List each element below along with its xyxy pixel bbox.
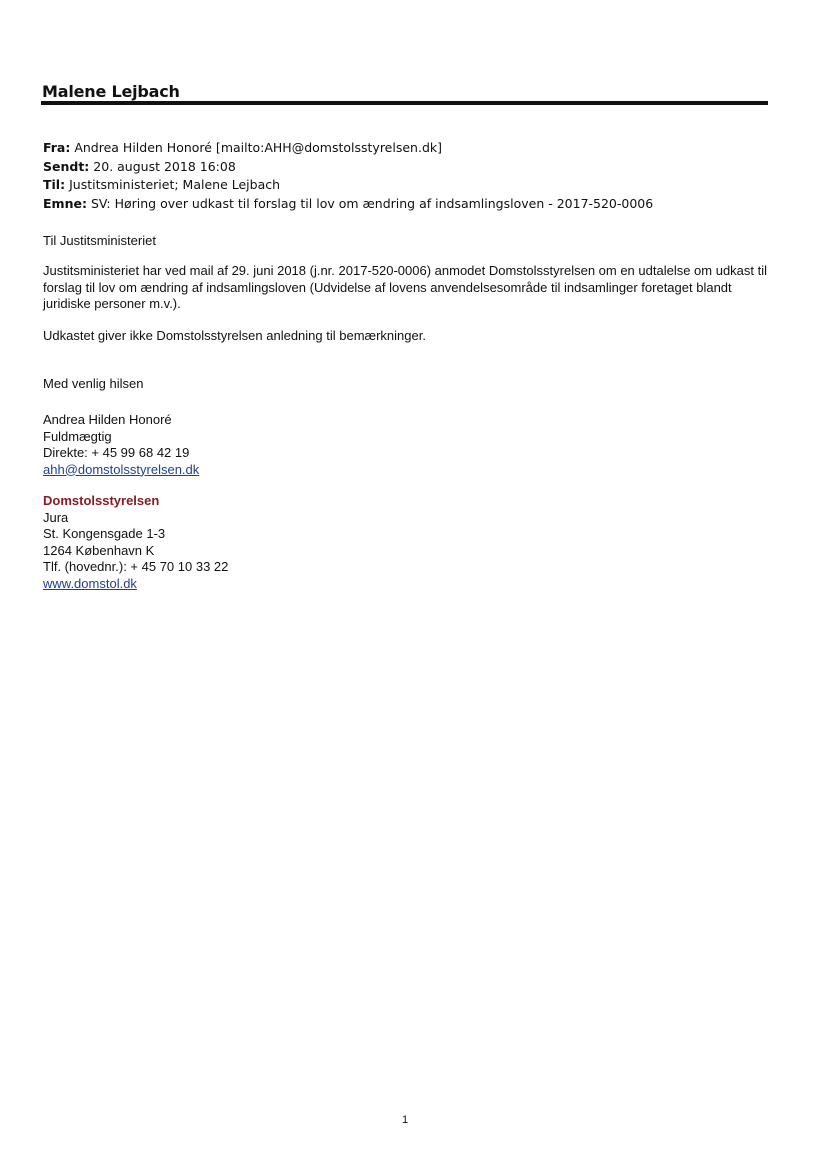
signature-phone: Direkte: + 45 99 68 42 19 bbox=[43, 445, 190, 460]
heading-divider bbox=[41, 101, 768, 105]
company-website-link[interactable]: www.domstol.dk bbox=[43, 575, 137, 591]
page-title: Malene Lejbach bbox=[42, 82, 180, 101]
signature-email-link[interactable]: ahh@domstolsstyrelsen.dk bbox=[43, 461, 200, 477]
signature-title: Fuldmægtig bbox=[43, 428, 112, 444]
sent-row bbox=[43, 158, 653, 177]
signature-name: Andrea Hilden Honoré bbox=[43, 412, 172, 427]
company-name: Domstolsstyrelsen bbox=[43, 493, 160, 508]
company-phone: Tlf. (hovednr.): + 45 70 10 33 22 bbox=[43, 559, 229, 574]
sent-value: 20. august 2018 16:08 bbox=[93, 158, 236, 174]
to-row bbox=[43, 176, 653, 195]
greeting: Til Justitsministeriet bbox=[43, 233, 156, 248]
subject-row bbox=[43, 195, 653, 214]
closing: Med venlig hilsen bbox=[43, 376, 144, 391]
subject-label: Emne: bbox=[43, 195, 87, 211]
from-value: Andrea Hilden Honoré [mailto:AHH@domstolsstyrelsen.dk] bbox=[74, 140, 442, 155]
sent-label: Sendt: bbox=[43, 158, 90, 174]
to-value: Justitsministeriet; Malene Lejbach bbox=[69, 177, 281, 192]
company-city: 1264 København K bbox=[43, 542, 155, 558]
email-header bbox=[43, 139, 653, 213]
company-street: St. Kongensgade 1-3 bbox=[43, 526, 166, 541]
to-label: Til: bbox=[43, 177, 66, 192]
body-paragraph-1: Justitsministeriet har ved mail af 29. juni 2018 (j.nr. 2017-520-0006) anmodet Domstolsstyrelsen om en udtalelse om udkast til forslag til lov om ændring af indsamlingsloven (Udvidelse af lovens anvendelsesområde til indsamlinger foretaget blandt juridiske personer m.v.). bbox=[43, 263, 768, 311]
from-row bbox=[43, 139, 653, 158]
company-block bbox=[43, 493, 228, 592]
signature-block bbox=[43, 412, 199, 478]
company-department: Jura bbox=[43, 509, 69, 525]
subject-value: SV: Høring over udkast til forslag til lov om ændring af indsamlingsloven - 2017-520-0006 bbox=[90, 195, 654, 211]
from-label: Fra: bbox=[43, 140, 71, 155]
page-number: 1 bbox=[402, 1114, 409, 1126]
body-paragraph-2: Udkastet giver ikke Domstolsstyrelsen anledning til bemærkninger. bbox=[43, 328, 426, 343]
